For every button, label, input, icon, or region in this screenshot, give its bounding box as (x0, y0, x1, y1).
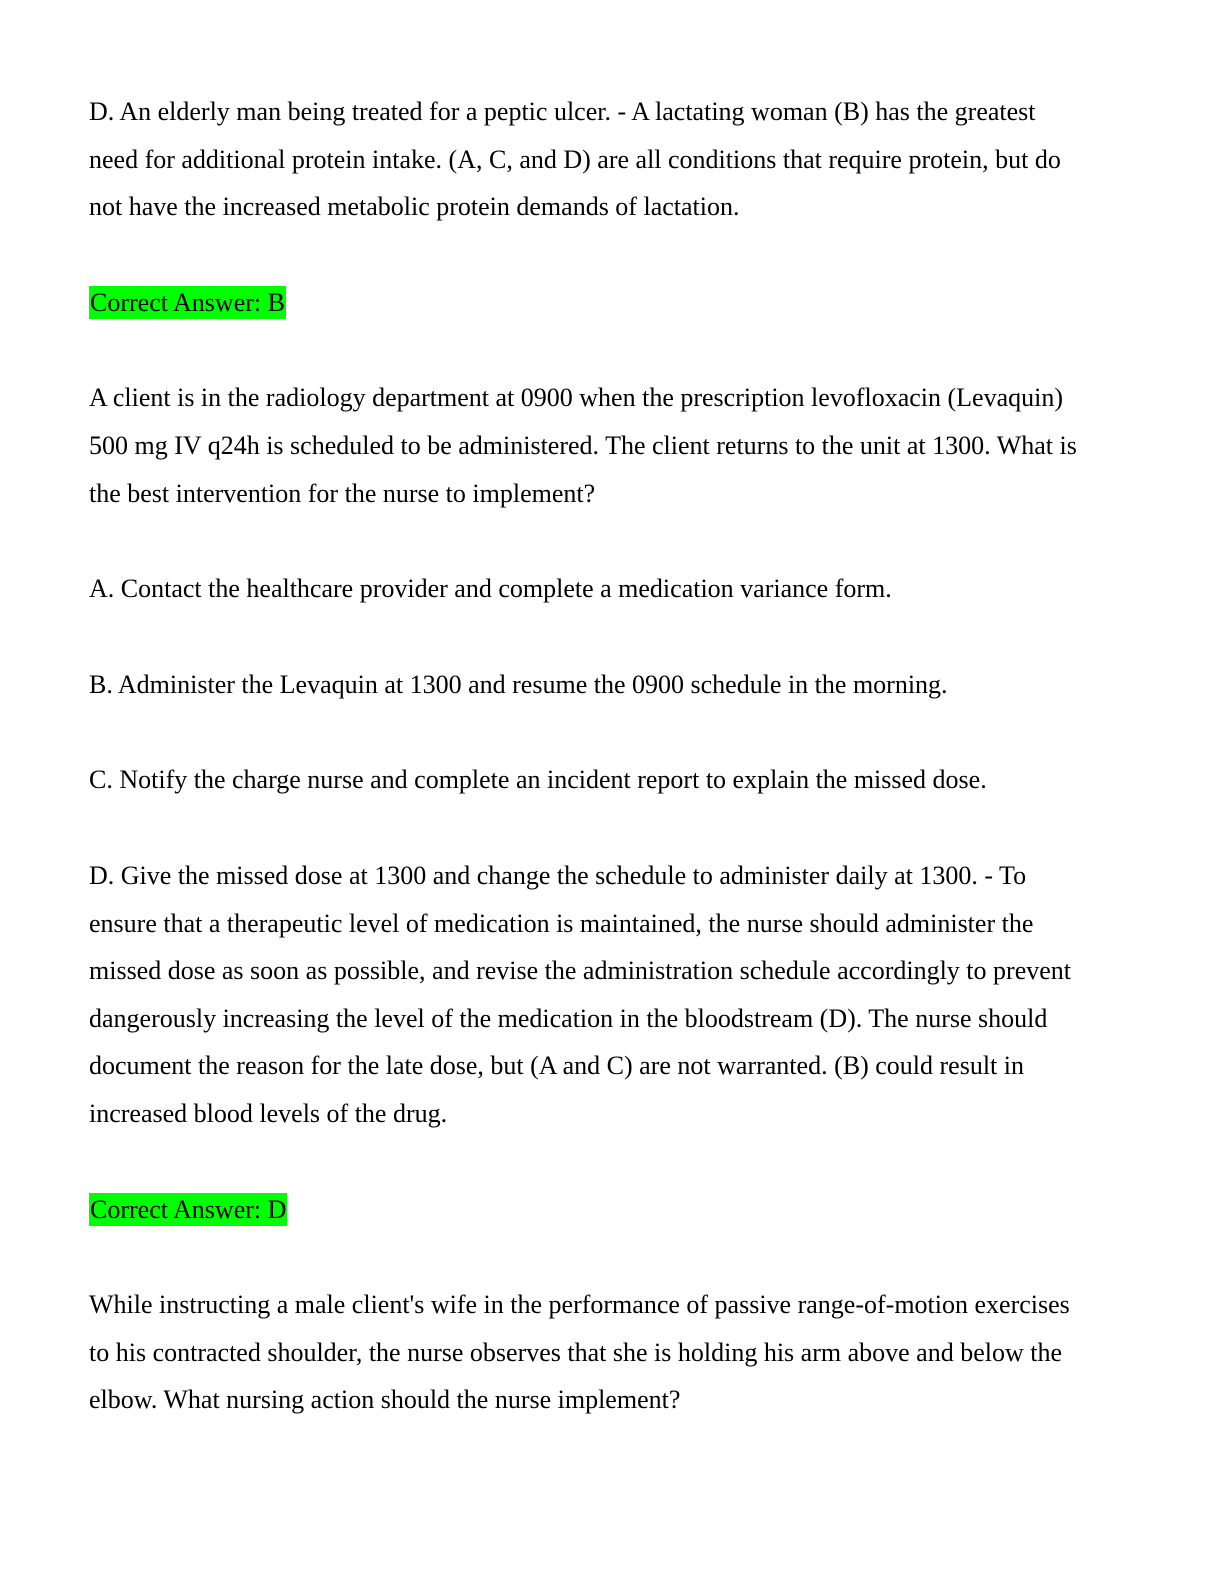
paragraph-protein-rationale: D. An elderly man being treated for a peptic ulcer. - A lactating woman (B) has the greatest need for additional protein intake. (A, C, and D) are all conditions that require protein, but do not have the increased metabolic protein demands of lactation. (89, 97, 1061, 222)
paragraph-gap (89, 804, 1089, 852)
document-page (89, 88, 1089, 1424)
correct-answer-highlight: Correct Answer: B (90, 288, 285, 318)
option-b: B. Administer the Levaquin at 1300 and resume the 0900 schedule in the morning. (89, 669, 948, 699)
paragraph-gap (89, 231, 1089, 279)
paragraph-gap (89, 613, 1089, 661)
correct-answer-highlight: Correct Answer: D (90, 1194, 287, 1224)
question-range-of-motion: While instructing a male client's wife in the performance of passive range-of-motion exercises to his contracted shoulder, the nurse observes that she is holding his arm above and below the elbow. What nursing action should the nurse implement? (89, 1290, 1070, 1415)
paragraph-gap (89, 326, 1089, 374)
option-d-rationale: D. Give the missed dose at 1300 and change the schedule to administer daily at 1300. - To ensure that a therapeutic level of medication is maintained, the nurse should administer the missed dose as soon as possible, and revise the administration schedule accordingly to prevent dangerously increasing the level of the medication in the bloodstream (D). The nurse should document the reason for the late dose, but (A and C) are not warranted. (B) could result in increased blood levels of the drug. (89, 860, 1071, 1128)
answer-line (89, 279, 1089, 327)
answer-line (89, 1186, 1089, 1234)
paragraph-gap (89, 1233, 1089, 1281)
question-levaquin: A client is in the radiology department at 0900 when the prescription levofloxacin (Levaquin) 500 mg IV q24h is scheduled to be administered. The client returns to the unit at 1300. What is the best intervention for the nurse to implement? (89, 383, 1077, 508)
paragraph-gap (89, 1138, 1089, 1186)
option-c: C. Notify the charge nurse and complete an incident report to explain the missed dose. (89, 765, 987, 795)
paragraph-gap (89, 708, 1089, 756)
option-a: A. Contact the healthcare provider and complete a medication variance form. (89, 574, 892, 604)
paragraph-gap (89, 517, 1089, 565)
